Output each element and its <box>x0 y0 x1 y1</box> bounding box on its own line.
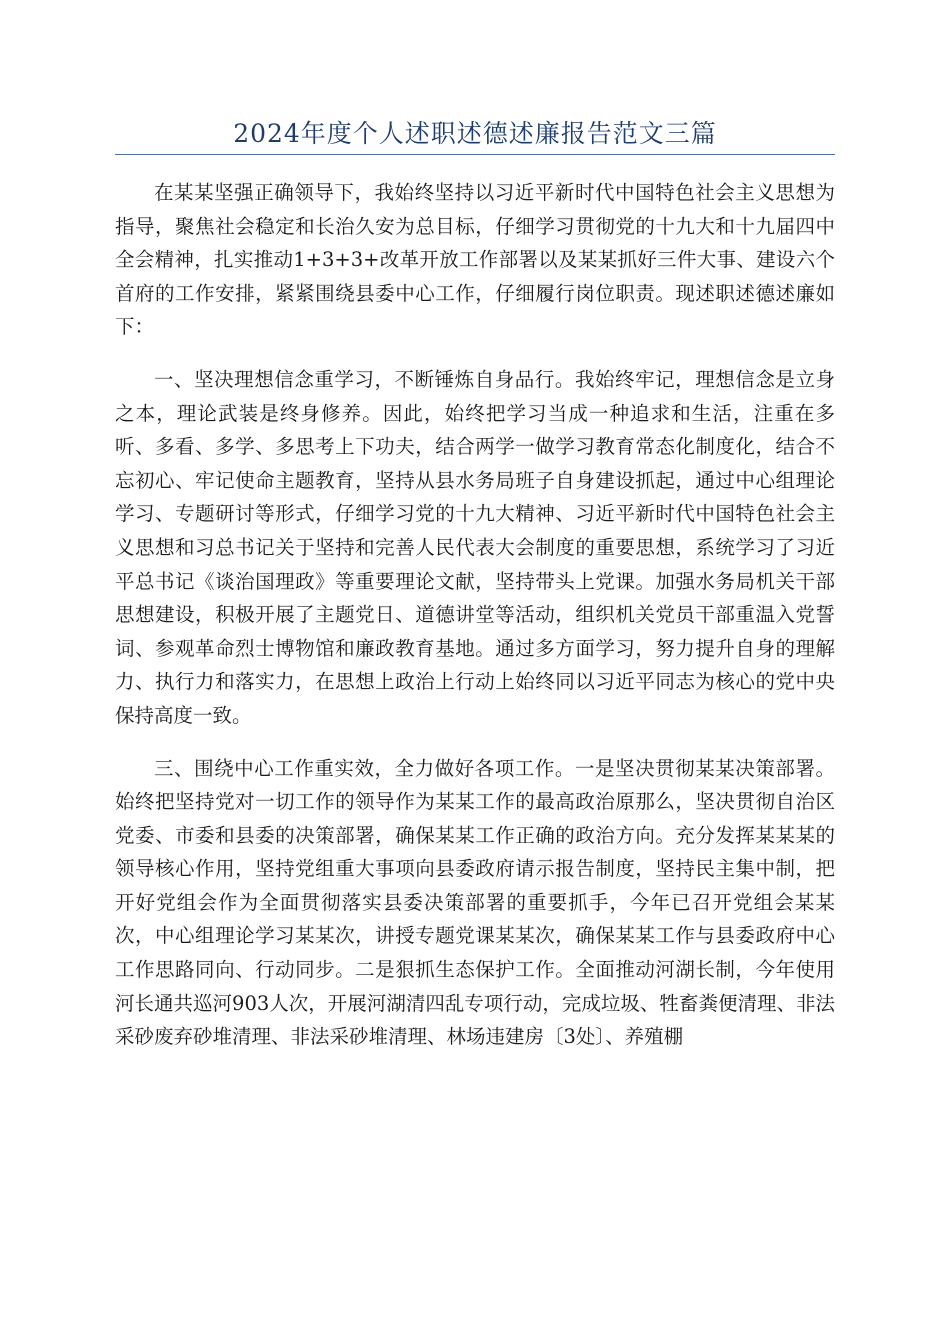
document-body <box>115 176 835 1073</box>
paragraph-section-three: 三、围绕中心工作重实效，全力做好各项工作。一是坚决贯彻某某决策部署。始终把坚持党对一切工作的领导作为某某工作的最高政治原那么，坚决贯彻自治区党委、市委和县委的决策部署，确保某某工作正确的政治方向。充分发挥某某某的领导核心作用，坚持党组重大事项向县委政府请示报告制度，坚持民主集中制，把开好党组会作为全面贯彻落实县委决策部署的重要抓手，今年已召开党组会某某次，中心组理论学习某某次，讲授专题党课某某次，确保某某工作与县委政府中心工作思路同向、行动同步。二是狠抓生态保护工作。全面推动河湖长制，今年使用河长通共巡河903人次，开展河湖清四乱专项行动，完成垃圾、牲畜粪便清理、非法采砂废弃砂堆清理、非法采砂堆清理、林场违建房〔3处〕、养殖棚 <box>115 756 835 1049</box>
paragraph-intro: 在某某坚强正确领导下，我始终坚持以习近平新时代中国特色社会主义思想为指导，聚焦社会稳定和长治久安为总目标，仔细学习贯彻党的十九大和十九届四中全会精神，扎实推动1+3+3+改革开放工作部署以及某某抓好三件大事、建设六个首府的工作安排，紧紧围绕县委中心工作，仔细履行岗位职责。现述职述德述廉如下： <box>115 181 835 339</box>
title-underline <box>115 154 835 155</box>
paragraph-section-one: 一、坚决理想信念重学习，不断锤炼自身品行。我始终牢记，理想信念是立身之本，理论武装是终身修养。因此，始终把学习当成一种追求和生活，注重在多听、多看、多学、多思考上下功夫，结合两学一做学习教育常态化制度化，结合不忘初心、牢记使命主题教育，坚持从县水务局班子自身建设抓起，通过中心组理论学习、专题研讨等形式，仔细学习党的十九大精神、习近平新时代中国特色社会主义思想和习总书记关于坚持和完善人民代表大会制度的重要思想，系统学习了习近平总书记《谈治国理政》等重要理论文献，坚持带头上党课。加强水务局机关干部思想建设，积极开展了主题党日、道德讲堂等活动，组织机关党员干部重温入党誓词、参观革命烈士博物馆和廉政教育基地。通过多方面学习，努力提升自身的理解力、执行力和落实力，在思想上政治上行动上始终同以习近平同志为核心的党中央保持高度一致。 <box>115 367 835 727</box>
document-title: 2024年度个人述职述德述廉报告范文三篇 <box>233 119 717 148</box>
